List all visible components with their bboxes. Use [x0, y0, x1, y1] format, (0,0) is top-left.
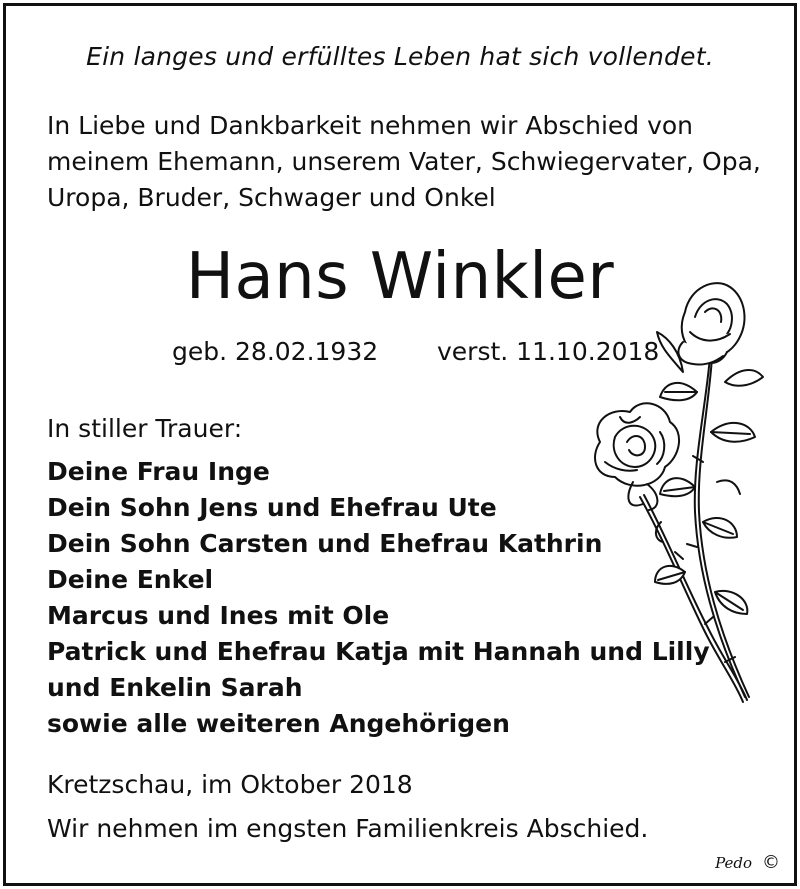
mourner-line: sowie alle weiteren Angehörigen	[47, 709, 510, 738]
farewell-note: Wir nehmen im engsten Familienkreis Abschied.	[47, 814, 649, 843]
rose-flower	[595, 403, 679, 485]
copyright-symbol: ©	[762, 852, 780, 873]
mourner-line: Deine Frau Inge	[47, 457, 270, 486]
intro-line: meinem Ehemann, unserem Vater, Schwiegervater, Opa,	[47, 147, 761, 176]
deceased-name: Hans Winkler	[185, 240, 615, 314]
intro-line: In Liebe und Dankbarkeit nehmen wir Abschied von	[47, 111, 694, 140]
mourning-label: In stiller Trauer:	[47, 414, 243, 443]
mourner-line: und Enkelin Sarah	[47, 673, 303, 702]
birth-date: geb. 28.02.1932	[172, 337, 379, 366]
mourner-line: Deine Enkel	[47, 565, 214, 594]
roses-icon	[565, 272, 775, 712]
mourner-line: Marcus und Ines mit Ole	[47, 601, 390, 630]
signature-block	[715, 852, 780, 873]
intro-line: Uropa, Bruder, Schwager und Onkel	[47, 183, 496, 212]
signature: Pedo	[715, 853, 752, 872]
mourner-line: Patrick und Ehefrau Katja mit Hannah und Lilly	[47, 637, 710, 666]
mourner-line: Dein Sohn Carsten und Ehefrau Kathrin	[47, 529, 603, 558]
place-date: Kretzschau, im Oktober 2018	[47, 770, 413, 799]
intro-text	[47, 108, 767, 216]
mourner-line: Dein Sohn Jens und Ehefrau Ute	[47, 493, 497, 522]
death-date: verst. 11.10.2018	[437, 337, 660, 366]
motto: Ein langes und erfülltes Leben hat sich vollendet.	[86, 42, 714, 71]
rose-bud	[678, 283, 744, 364]
